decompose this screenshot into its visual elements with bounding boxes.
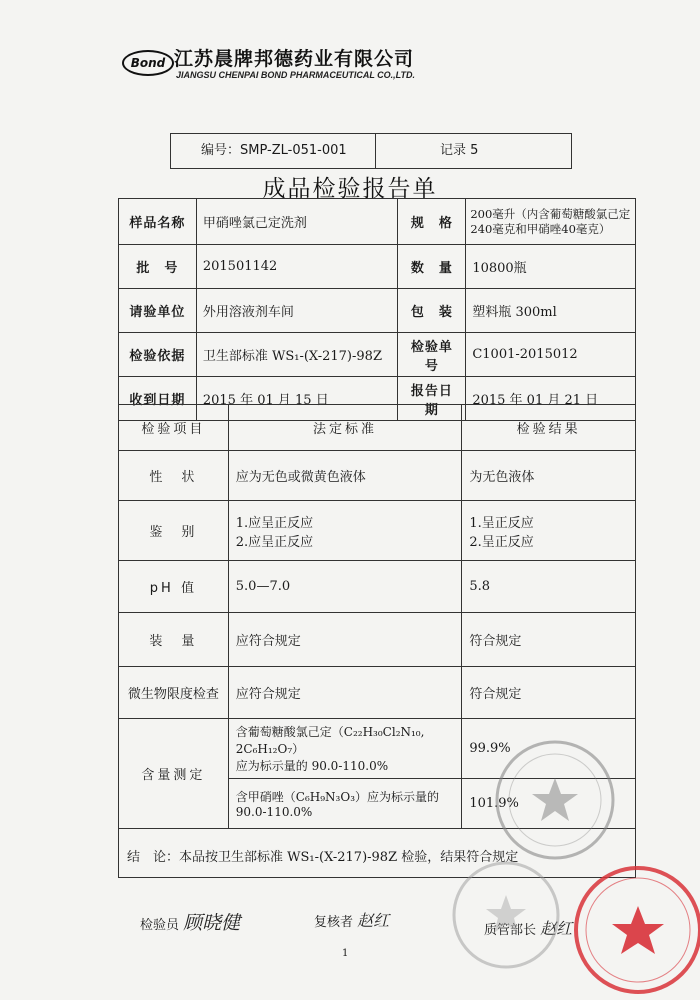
identification-result-2: 2.呈正反应 <box>469 534 534 550</box>
sample-name-value: 甲硝唑氯己定洗剂 <box>196 199 398 245</box>
inspector-label: 检验员 <box>140 918 180 933</box>
page-title: 成品检验报告单 <box>262 176 438 202</box>
record-number: 记录 5 <box>440 143 479 158</box>
company-seal-icon <box>490 735 620 865</box>
content2-standard-a: 含甲硝唑（C₆H₉N₃O₃）应为标示量的 <box>235 790 440 804</box>
identification-standard-2: 2.应呈正反应 <box>235 534 314 550</box>
reviewer-handwriting: 赵红 <box>357 911 390 930</box>
dept-label: 请验单位 <box>119 289 197 333</box>
received-label: 收到日期 <box>119 377 197 421</box>
sample-info-table <box>118 198 636 421</box>
microbial-standard: 应符合规定 <box>228 667 462 719</box>
basis-label: 检验依据 <box>119 333 197 377</box>
report-no-label: 检验单号 <box>398 333 466 377</box>
inspector-handwriting: 顾晓健 <box>183 912 241 934</box>
content2-standard-b: 90.0-110.0% <box>235 805 313 819</box>
quantity-value: 10800瓶 <box>466 245 636 289</box>
package-value: 塑料瓶 300ml <box>466 289 636 333</box>
fill-standard: 应符合规定 <box>228 613 462 667</box>
identification-label: 鉴 别 <box>119 501 229 561</box>
spec-value: 200毫升（内含葡萄糖酸氯己定240毫克和甲硝唑40毫克） <box>466 199 636 245</box>
report-no-value: C1001-2015012 <box>466 333 636 377</box>
spec-label: 规 格 <box>398 199 466 245</box>
gray-seal-icon <box>446 855 566 975</box>
document-code: 编号：SMP-ZL-051-001 <box>171 134 376 168</box>
ph-result: 5.8 <box>462 561 636 613</box>
batch-value: 201501142 <box>196 245 398 289</box>
qa-handwriting: 赵红 <box>540 919 573 938</box>
col-result-header: 检验结果 <box>462 405 636 451</box>
package-label: 包 装 <box>398 289 466 333</box>
ph-label: pH 值 <box>119 561 229 613</box>
batch-label: 批 号 <box>119 245 197 289</box>
quantity-label: 数 量 <box>398 245 466 289</box>
inspector-signature <box>140 908 240 935</box>
identification-result <box>462 501 636 561</box>
col-item-header: 检验项目 <box>119 405 229 451</box>
reviewer-signature <box>314 908 389 931</box>
content-label: 含量测定 <box>119 719 229 829</box>
qa-label: 质管部长 <box>484 923 537 938</box>
report-date-label: 报告日期 <box>398 377 466 421</box>
company-name-cn: 江苏晨牌邦德药业有限公司 <box>174 48 415 70</box>
company-name-en: JIANGSU CHENPAI BOND PHARMACEUTICAL CO.,LTD. <box>176 70 416 80</box>
ph-standard: 5.0—7.0 <box>228 561 462 613</box>
content1-result: 99.9% <box>462 719 636 779</box>
identification-standard-1: 1.应呈正反应 <box>235 515 314 531</box>
bond-logo-mark: Bond <box>122 50 174 76</box>
document-code-bar <box>170 133 572 169</box>
character-standard: 应为无色或微黄色液体 <box>228 451 462 501</box>
identification-standard <box>228 501 462 561</box>
page-number: 1 <box>342 948 349 959</box>
content1-standard-b: 应为标示量的 90.0-110.0% <box>235 759 389 773</box>
content1-standard <box>228 719 462 779</box>
reviewer-label: 复核者 <box>314 915 354 930</box>
content1-standard-a: 含葡萄糖酸氯己定（C₂₂H₃₀Cl₂N₁₀, 2C₆H₁₂O₇） <box>235 725 425 756</box>
character-label: 性 状 <box>119 451 229 501</box>
conclusion-text: 结 论：本品按卫生部标准 WS₁-(X-217)-98Z 检验，结果符合规定 <box>118 824 636 878</box>
character-result: 为无色液体 <box>462 451 636 501</box>
report-date-value: 2015 年 01 月 21 日 <box>466 377 636 421</box>
basis-value: 卫生部标准 WS₁-(X-217)-98Z <box>196 333 398 377</box>
fill-label: 装 量 <box>119 613 229 667</box>
identification-result-1: 1.呈正反应 <box>469 515 534 531</box>
red-qa-seal-icon <box>568 858 700 1000</box>
content2-result: 101.9% <box>462 779 636 829</box>
fill-result: 符合规定 <box>462 613 636 667</box>
sample-name-label: 样品名称 <box>119 199 197 245</box>
content2-standard <box>228 779 462 829</box>
received-value: 2015 年 01 月 15 日 <box>196 377 398 421</box>
dept-value: 外用溶液剂车间 <box>196 289 398 333</box>
microbial-result: 符合规定 <box>462 667 636 719</box>
microbial-label: 微生物限度检查 <box>119 667 229 719</box>
col-standard-header: 法定标准 <box>228 405 462 451</box>
